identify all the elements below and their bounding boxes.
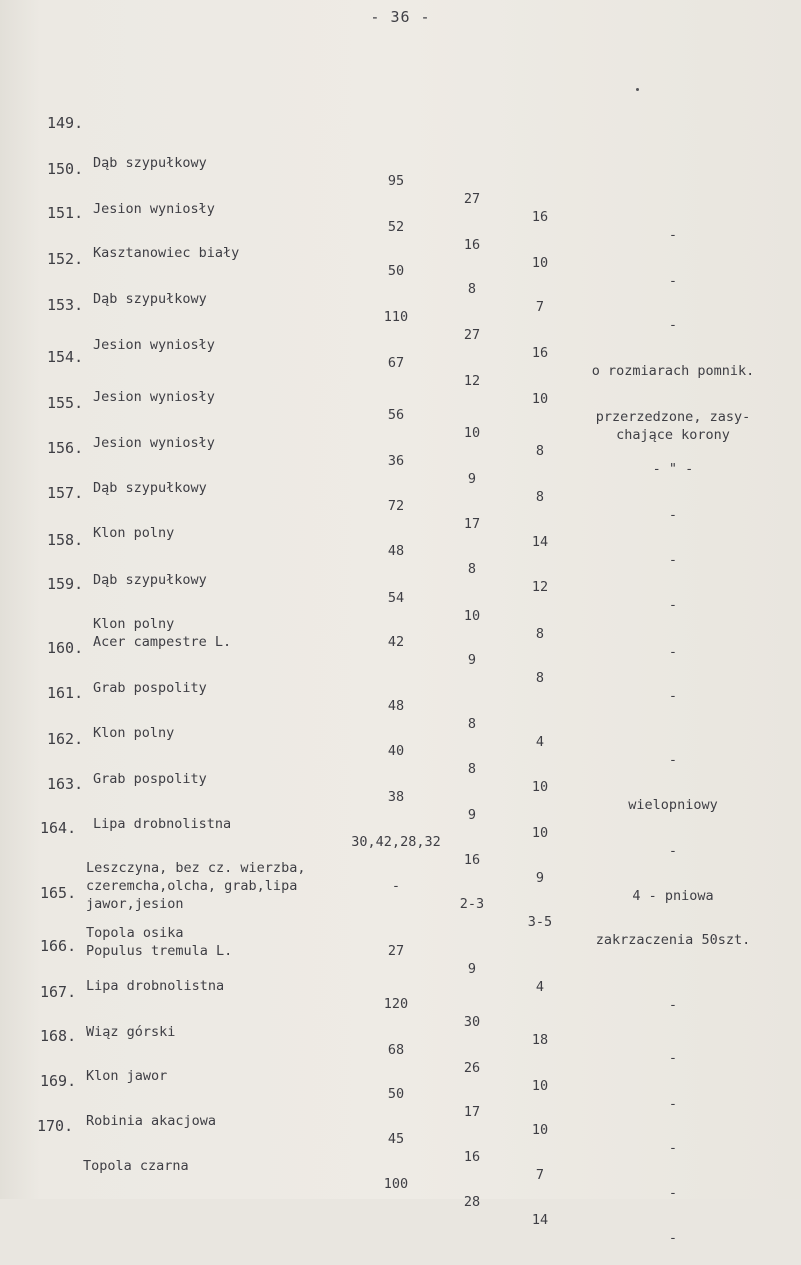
col-3-value: 8	[535, 489, 545, 505]
remarks: -	[668, 843, 678, 859]
remarks: -	[668, 1230, 678, 1246]
col-2-value: 2-3	[459, 896, 485, 912]
col-2-value: 16	[463, 237, 481, 253]
col-2-value: 9	[467, 807, 477, 823]
row-number: 164.	[40, 819, 77, 837]
col-3-value: 8	[535, 626, 545, 642]
remarks: -	[668, 1140, 678, 1156]
species-name: Topola osika Populus tremula L.	[86, 925, 233, 959]
row-number: 152.	[47, 250, 84, 268]
col-3-value: 9	[535, 870, 545, 886]
row-number: 160.	[47, 639, 84, 657]
species-name: Wiąz górski	[86, 1024, 176, 1040]
species-name: Lipa drobnolistna	[93, 816, 232, 832]
remarks: o rozmiarach pomnik.	[591, 363, 755, 379]
col-1-value: 42	[387, 634, 405, 650]
col-1-value: 50	[387, 263, 405, 279]
remarks: -	[668, 273, 678, 289]
species-name: Jesion wyniosły	[93, 389, 215, 405]
col-1-value: 72	[387, 498, 405, 514]
row-number: 158.	[47, 531, 84, 549]
col-1-value: 48	[387, 543, 405, 559]
row-number: 150.	[47, 160, 84, 178]
col-3-value: 10	[531, 1078, 549, 1094]
ink-speck	[636, 88, 639, 91]
row-number: 162.	[47, 730, 84, 748]
species-name: Jesion wyniosły	[93, 435, 215, 451]
remarks: -	[668, 597, 678, 613]
species-name: Robinia akacjowa	[86, 1113, 217, 1129]
row-number: 149.	[47, 114, 84, 132]
col-3-value: 12	[531, 579, 549, 595]
species-name: Dąb szypułkowy	[93, 480, 207, 496]
col-1-value: 120	[383, 996, 409, 1012]
col-2-value: 9	[467, 652, 477, 668]
species-name: Leszczyna, bez cz. wierzba, czeremcha,olcha, grab,lipa jawor,jesion	[86, 860, 306, 912]
col-3-value: 4	[535, 979, 545, 995]
row-number: 170.	[37, 1117, 74, 1135]
remarks: -	[668, 227, 678, 243]
species-name: Jesion wyniosły	[93, 201, 215, 217]
row-number: 166.	[40, 937, 77, 955]
species-name: Topola czarna	[83, 1158, 189, 1174]
col-2-value: 17	[463, 1104, 481, 1120]
species-name: Dąb szypułkowy	[93, 155, 207, 171]
row-number: 154.	[47, 348, 84, 366]
col-1-value: 36	[387, 453, 405, 469]
col-1-value: 110	[383, 309, 409, 325]
col-3-value: 16	[531, 345, 549, 361]
species-name: Klon polny	[93, 525, 175, 541]
col-3-value: 10	[531, 391, 549, 407]
remarks: -	[668, 997, 678, 1013]
col-1-value: 45	[387, 1131, 405, 1147]
col-2-value: 10	[463, 425, 481, 441]
col-1-value: 27	[387, 943, 405, 959]
species-name: Lipa drobnolistna	[86, 978, 225, 994]
col-2-value: 12	[463, 373, 481, 389]
col-2-value: 10	[463, 608, 481, 624]
col-2-value: 16	[463, 852, 481, 868]
species-name: Grab pospolity	[93, 680, 207, 696]
species-name: Jesion wyniosły	[93, 337, 215, 353]
row-number: 153.	[47, 296, 84, 314]
row-number: 168.	[40, 1027, 77, 1045]
col-2-value: 27	[463, 191, 481, 207]
col-3-value: 3-5	[527, 914, 553, 930]
col-1-value: 100	[383, 1176, 409, 1192]
species-name: Kasztanowiec biały	[93, 245, 240, 261]
col-1-value: 40	[387, 743, 405, 759]
species-name: Klon polny	[93, 725, 175, 741]
row-number: 159.	[47, 575, 84, 593]
species-name: Dąb szypułkowy	[93, 291, 207, 307]
species-name: Dąb szypułkowy	[93, 572, 207, 588]
row-number: 151.	[47, 204, 84, 222]
col-2-value: 26	[463, 1060, 481, 1076]
col-1-value: 68	[387, 1042, 405, 1058]
remarks: -	[668, 552, 678, 568]
row-number: 157.	[47, 484, 84, 502]
remarks: wielopniowy	[628, 797, 718, 813]
table-row	[0, 1117, 801, 1265]
page-number: - 36 -	[370, 8, 431, 26]
remarks: -	[668, 1050, 678, 1066]
col-3-value: 14	[531, 1212, 549, 1228]
row-number: 165.	[40, 884, 77, 902]
row-number: 167.	[40, 983, 77, 1001]
remarks: -	[668, 317, 678, 333]
col-3-value: 14	[531, 534, 549, 550]
species-name: Klon jawor	[86, 1068, 168, 1084]
species-name: Grab pospolity	[93, 771, 207, 787]
col-3-value: 16	[531, 209, 549, 225]
col-2-value: 9	[467, 961, 477, 977]
col-1-value: 38	[387, 789, 405, 805]
remarks: -	[668, 644, 678, 660]
remarks: przerzedzone, zasy- chające korony	[595, 409, 751, 443]
row-number: 169.	[40, 1072, 77, 1090]
col-3-value: 7	[535, 1167, 545, 1183]
col-2-value: 28	[463, 1194, 481, 1210]
col-3-value: 4	[535, 734, 545, 750]
col-2-value: 17	[463, 516, 481, 532]
col-1-value: 50	[387, 1086, 405, 1102]
col-3-value: 10	[531, 825, 549, 841]
col-3-value: 8	[535, 443, 545, 459]
col-3-value: 18	[531, 1032, 549, 1048]
col-2-value: 30	[463, 1014, 481, 1030]
col-1-value: 30,42,28,32	[351, 834, 441, 850]
col-1-value: 52	[387, 219, 405, 235]
col-2-value: 8	[467, 561, 477, 577]
col-1-value: 48	[387, 698, 405, 714]
species-name: Klon polny Acer campestre L.	[93, 616, 232, 650]
remarks: -	[668, 1096, 678, 1112]
col-3-value: 10	[531, 255, 549, 271]
remarks: -	[668, 752, 678, 768]
col-1-value: -	[391, 878, 401, 894]
col-1-value: 95	[387, 173, 405, 189]
col-2-value: 27	[463, 327, 481, 343]
row-number: 155.	[47, 394, 84, 412]
remarks: -	[668, 1185, 678, 1201]
col-3-value: 7	[535, 299, 545, 315]
col-3-value: 10	[531, 779, 549, 795]
col-1-value: 54	[387, 590, 405, 606]
remarks: -	[668, 688, 678, 704]
remarks: zakrzaczenia 50szt.	[595, 932, 751, 948]
row-number: 156.	[47, 439, 84, 457]
col-2-value: 16	[463, 1149, 481, 1165]
row-number: 161.	[47, 684, 84, 702]
col-3-value: 10	[531, 1122, 549, 1138]
col-1-value: 67	[387, 355, 405, 371]
col-3-value: 8	[535, 670, 545, 686]
col-2-value: 8	[467, 281, 477, 297]
row-number: 163.	[47, 775, 84, 793]
col-1-value: 56	[387, 407, 405, 423]
remarks: -	[668, 507, 678, 523]
col-2-value: 8	[467, 761, 477, 777]
col-2-value: 8	[467, 716, 477, 732]
col-2-value: 9	[467, 471, 477, 487]
remarks: 4 - pniowa	[632, 888, 714, 904]
remarks: - " -	[652, 461, 694, 477]
